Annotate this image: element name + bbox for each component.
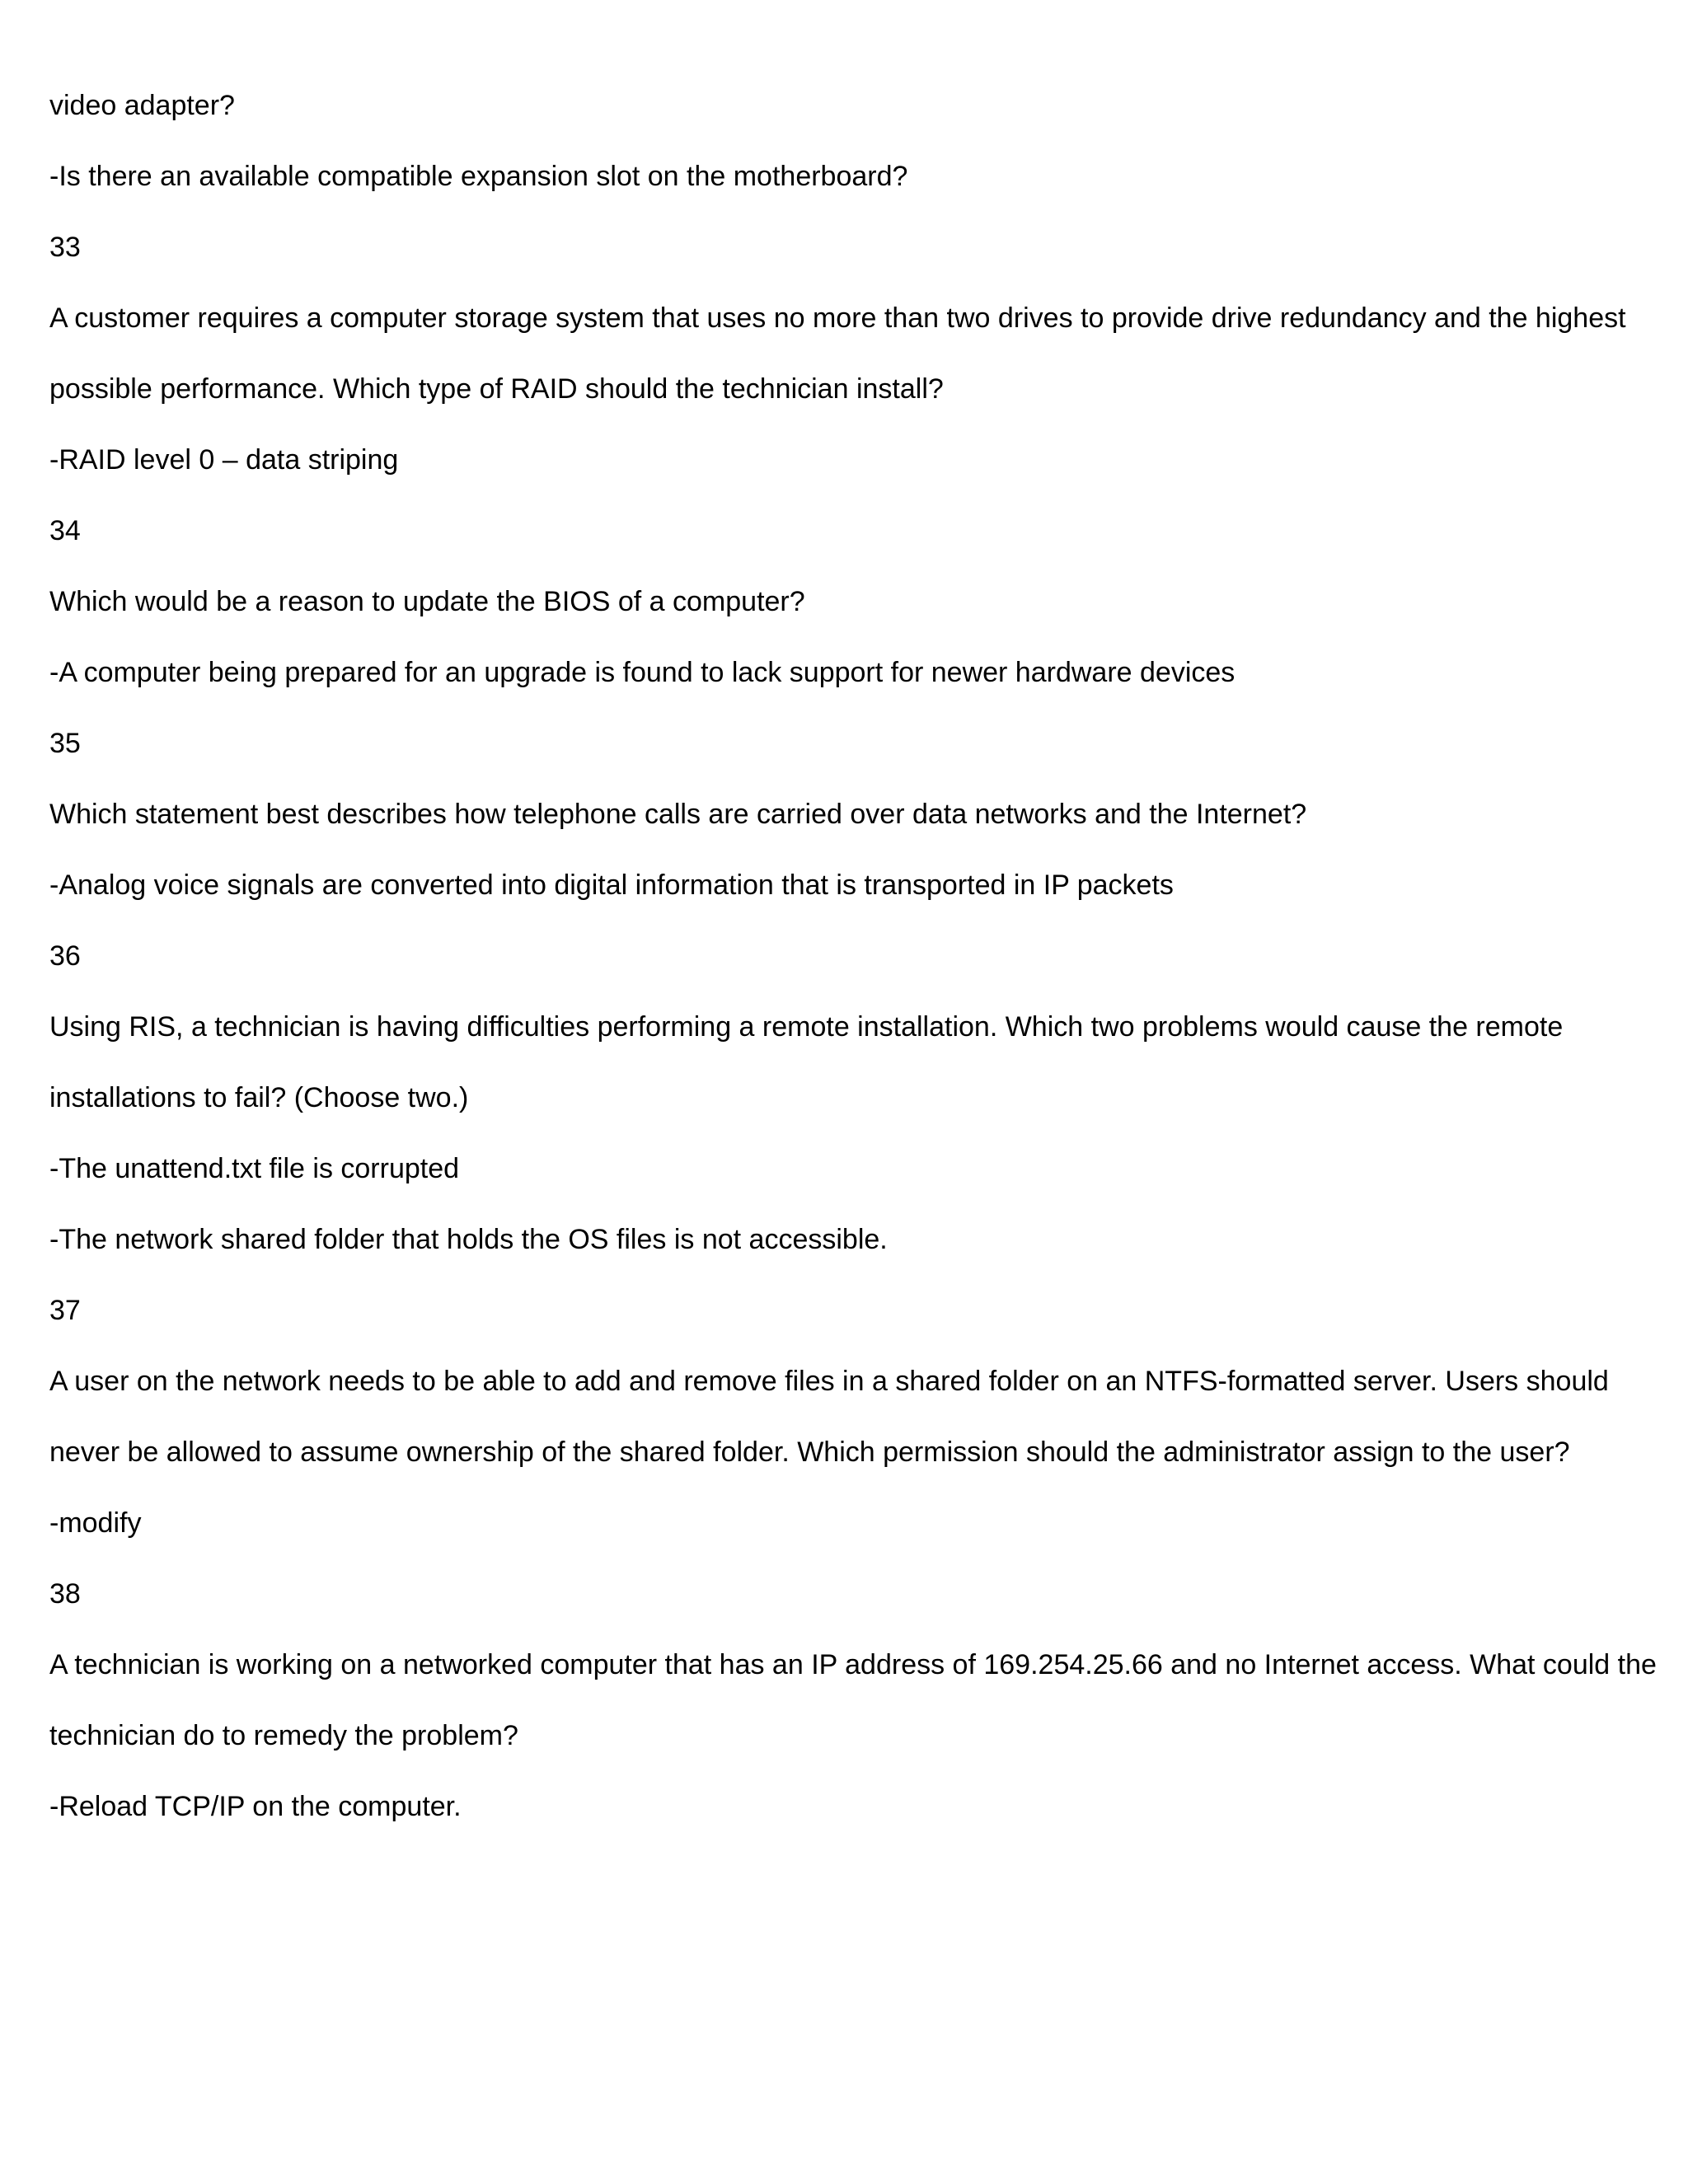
question-number: 34: [49, 515, 81, 546]
answer-line: -modify: [49, 1507, 142, 1539]
answer-line: -A computer being prepared for an upgrade is found to lack support for newer hardware devices: [49, 657, 1236, 688]
question-text: Using RIS, a technician is having difficulties performing a remote installation. Which two problems would cause the remote: [49, 1011, 1564, 1043]
question-number: 36: [49, 940, 81, 972]
question-text: A customer requires a computer storage system that uses no more than two drives to provide drive redundancy and the highest: [49, 302, 1626, 334]
question-text: Which would be a reason to update the BIOS of a computer?: [49, 586, 805, 617]
answer-line: -RAID level 0 – data striping: [49, 444, 399, 476]
question-number: 33: [49, 232, 81, 263]
question-number: 38: [49, 1578, 81, 1610]
question-text: possible performance. Which type of RAID should the technician install?: [49, 373, 944, 405]
document-body: [49, 82, 1657, 1854]
answer-line: -Analog voice signals are converted into digital information that is transported in IP packets: [49, 869, 1174, 901]
text-line: video adapter?: [49, 90, 235, 121]
answer-line: -The network shared folder that holds the OS files is not accessible.: [49, 1224, 888, 1255]
question-number: 35: [49, 728, 81, 759]
question-text: A technician is working on a networked computer that has an IP address of 169.254.25.66 and no Internet access. What could the: [49, 1649, 1657, 1680]
question-text: technician do to remedy the problem?: [49, 1720, 518, 1751]
question-number: 37: [49, 1295, 81, 1326]
question-text: A user on the network needs to be able to add and remove files in a shared folder on an NTFS-formatted server. Users should: [49, 1366, 1609, 1397]
question-text: Which statement best describes how telephone calls are carried over data networks and the Internet?: [49, 799, 1307, 830]
answer-line: -Is there an available compatible expansion slot on the motherboard?: [49, 161, 908, 192]
question-text: installations to fail? (Choose two.): [49, 1082, 469, 1113]
answer-line: -The unattend.txt file is corrupted: [49, 1153, 460, 1184]
answer-line: -Reload TCP/IP on the computer.: [49, 1791, 462, 1822]
question-text: never be allowed to assume ownership of the shared folder. Which permission should the administrator assign to the user?: [49, 1436, 1570, 1468]
